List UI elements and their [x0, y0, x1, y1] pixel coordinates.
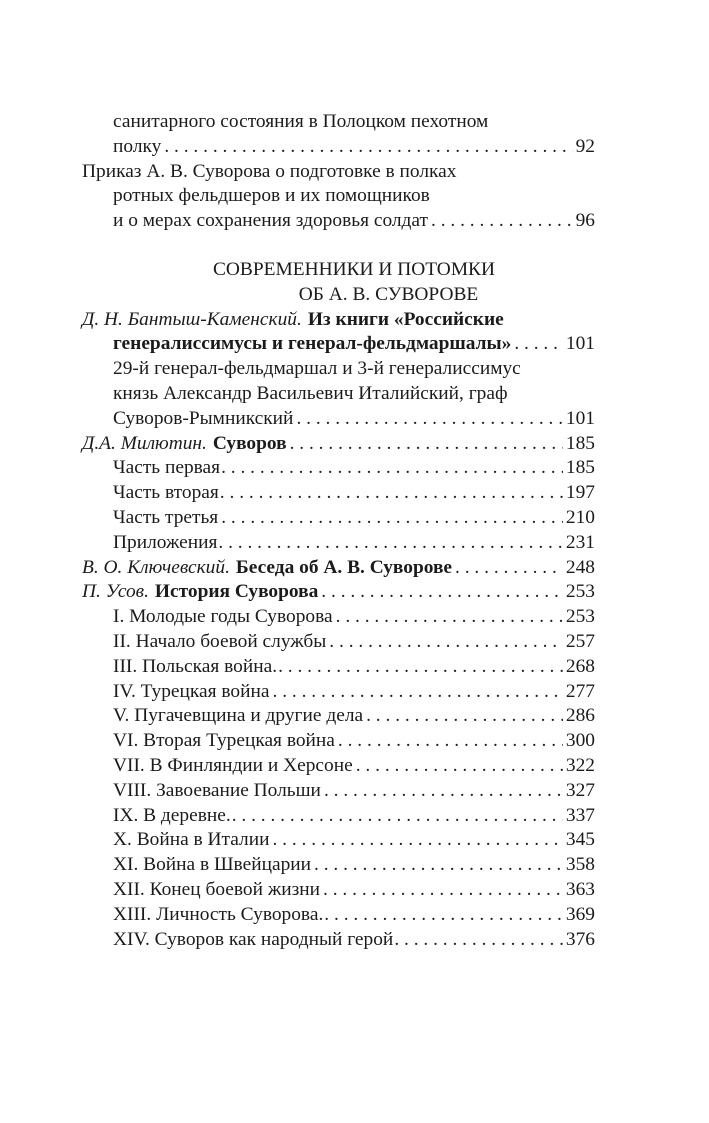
- page-number: 376: [565, 928, 595, 950]
- toc-entry[interactable]: [82, 432, 595, 457]
- toc-entry[interactable]: и о мерах сохранения здоровья солдат . . . 96: [82, 209, 595, 234]
- toc-entry[interactable]: XIII. Личность Суворова. . . . 369: [82, 903, 595, 928]
- toc-entry[interactable]: [82, 332, 595, 357]
- toc-entry[interactable]: Часть вторая . . . 197: [82, 481, 595, 506]
- page-number: 248: [565, 556, 595, 578]
- dot-leader: [324, 903, 563, 928]
- page-number: 327: [565, 779, 595, 801]
- toc-entry-line: [82, 308, 595, 333]
- page-number: 257: [565, 630, 595, 652]
- dot-leader: [296, 407, 562, 432]
- work-title: Из книги «Российские: [307, 308, 504, 330]
- dot-leader: [366, 704, 563, 729]
- dot-leader: [232, 804, 563, 829]
- work-title: генералиссимусы и генерал-фельдмаршалы»: [113, 333, 512, 355]
- page-number: 253: [565, 581, 595, 603]
- page-number: 210: [565, 506, 595, 528]
- dot-leader: [338, 729, 563, 754]
- page-number: 101: [565, 407, 595, 429]
- author: В. О. Ключевский.: [82, 556, 230, 578]
- dot-leader: [514, 332, 563, 357]
- table-of-contents: [82, 110, 595, 952]
- toc-entry-line: санитарного состояния в Полоцком пехотном: [113, 111, 489, 132]
- dot-leader: [273, 680, 563, 705]
- page-number: 337: [565, 804, 595, 826]
- page-number: 369: [565, 903, 595, 925]
- toc-entry-line: 29-й генерал-фельдмаршал и 3-й генералиссимус: [113, 358, 521, 380]
- toc-entry[interactable]: [82, 580, 595, 605]
- toc-entry[interactable]: Часть первая . . . 185: [82, 456, 595, 481]
- dot-leader: [329, 630, 563, 655]
- toc-entry[interactable]: I. Молодые годы Суворова . . . 253: [82, 605, 595, 630]
- dot-leader: [218, 531, 563, 556]
- toc-entry[interactable]: XIV. Суворов как народный герой . . . 376: [82, 928, 595, 953]
- author: П. Усов.: [82, 581, 149, 603]
- section-heading: СОВРЕМЕННИКИ И ПОТОМКИ: [212, 258, 495, 280]
- dot-leader: [431, 209, 573, 234]
- page-number: 363: [565, 878, 595, 900]
- page-number: 268: [565, 655, 595, 677]
- page-number: 185: [565, 432, 595, 454]
- page-number: 345: [565, 829, 595, 851]
- dot-leader: [356, 754, 563, 779]
- toc-entry[interactable]: X. Война в Италии . . . 345: [82, 828, 595, 853]
- page-number: 277: [565, 680, 595, 702]
- toc-entry[interactable]: Приложения . . . 231: [82, 531, 595, 556]
- toc-entry-line: ротных фельдшеров и их помощников: [113, 185, 430, 207]
- toc-entry-line: Приказ А. В. Суворова о подготовке в полках: [82, 160, 457, 182]
- toc-entry[interactable]: Часть третья . . . 210: [82, 506, 595, 531]
- dot-leader: [336, 605, 563, 630]
- page-number: 253: [565, 606, 595, 628]
- dot-leader: [323, 878, 563, 903]
- dot-leader: [324, 779, 563, 804]
- section-heading: ОБ А. В. СУВОРОВЕ: [298, 283, 479, 305]
- toc-entry[interactable]: XII. Конец боевой жизни . . . 363: [82, 878, 595, 903]
- dot-leader: [321, 580, 563, 605]
- page-number: 322: [565, 754, 595, 776]
- author: Д.А. Милютин.: [82, 432, 207, 454]
- dot-leader: [455, 556, 563, 581]
- dot-leader: [314, 853, 563, 878]
- toc-entry-line: князь Александр Васильевич Италийский, граф: [113, 382, 508, 404]
- work-title: История Суворова: [154, 581, 319, 603]
- page-number: 231: [565, 531, 595, 553]
- page-number: 96: [575, 210, 595, 232]
- toc-entry[interactable]: VI. Вторая Турецкая война . . . 300: [82, 729, 595, 754]
- toc-entry[interactable]: IV. Турецкая война . . . 277: [82, 680, 595, 705]
- toc-entry[interactable]: VIII. Завоевание Польши . . . 327: [82, 779, 595, 804]
- spacer: [82, 234, 595, 258]
- dot-leader: [290, 432, 563, 457]
- toc-entry[interactable]: Суворов-Рымникский . . . 101: [82, 407, 595, 432]
- dot-leader: [221, 456, 563, 481]
- dot-leader: [278, 655, 563, 680]
- dot-leader: [394, 928, 563, 953]
- author: Д. Н. Бантыш-Каменский.: [82, 308, 302, 330]
- dot-leader: [220, 481, 563, 506]
- dot-leader: [272, 828, 562, 853]
- toc-entry[interactable]: III. Польская война. . . . 268: [82, 655, 595, 680]
- toc-entry[interactable]: II. Начало боевой службы . . . 257: [82, 630, 595, 655]
- work-title: Суворов: [212, 432, 287, 454]
- toc-entry[interactable]: [82, 556, 595, 581]
- page-number: 197: [565, 482, 595, 504]
- page-number: 358: [565, 854, 595, 876]
- toc-entry[interactable]: V. Пугачевщина и другие дела . . . 286: [82, 704, 595, 729]
- toc-entry[interactable]: VII. В Финляндии и Херсоне . . . 322: [82, 754, 595, 779]
- toc-entry[interactable]: IX. В деревне. . . . 337: [82, 804, 595, 829]
- page-number: 92: [575, 135, 595, 157]
- work-title: Беседа об А. В. Суворове: [235, 556, 453, 578]
- page-number: 286: [565, 705, 595, 727]
- page-number: 300: [565, 730, 595, 752]
- toc-entry[interactable]: полку . . . 92: [82, 135, 595, 160]
- dot-leader: [221, 506, 563, 531]
- dot-leader: [164, 135, 572, 160]
- page-number: 101: [565, 333, 595, 355]
- toc-entry[interactable]: XI. Война в Швейцарии . . . 358: [82, 853, 595, 878]
- page-number: 185: [565, 457, 595, 479]
